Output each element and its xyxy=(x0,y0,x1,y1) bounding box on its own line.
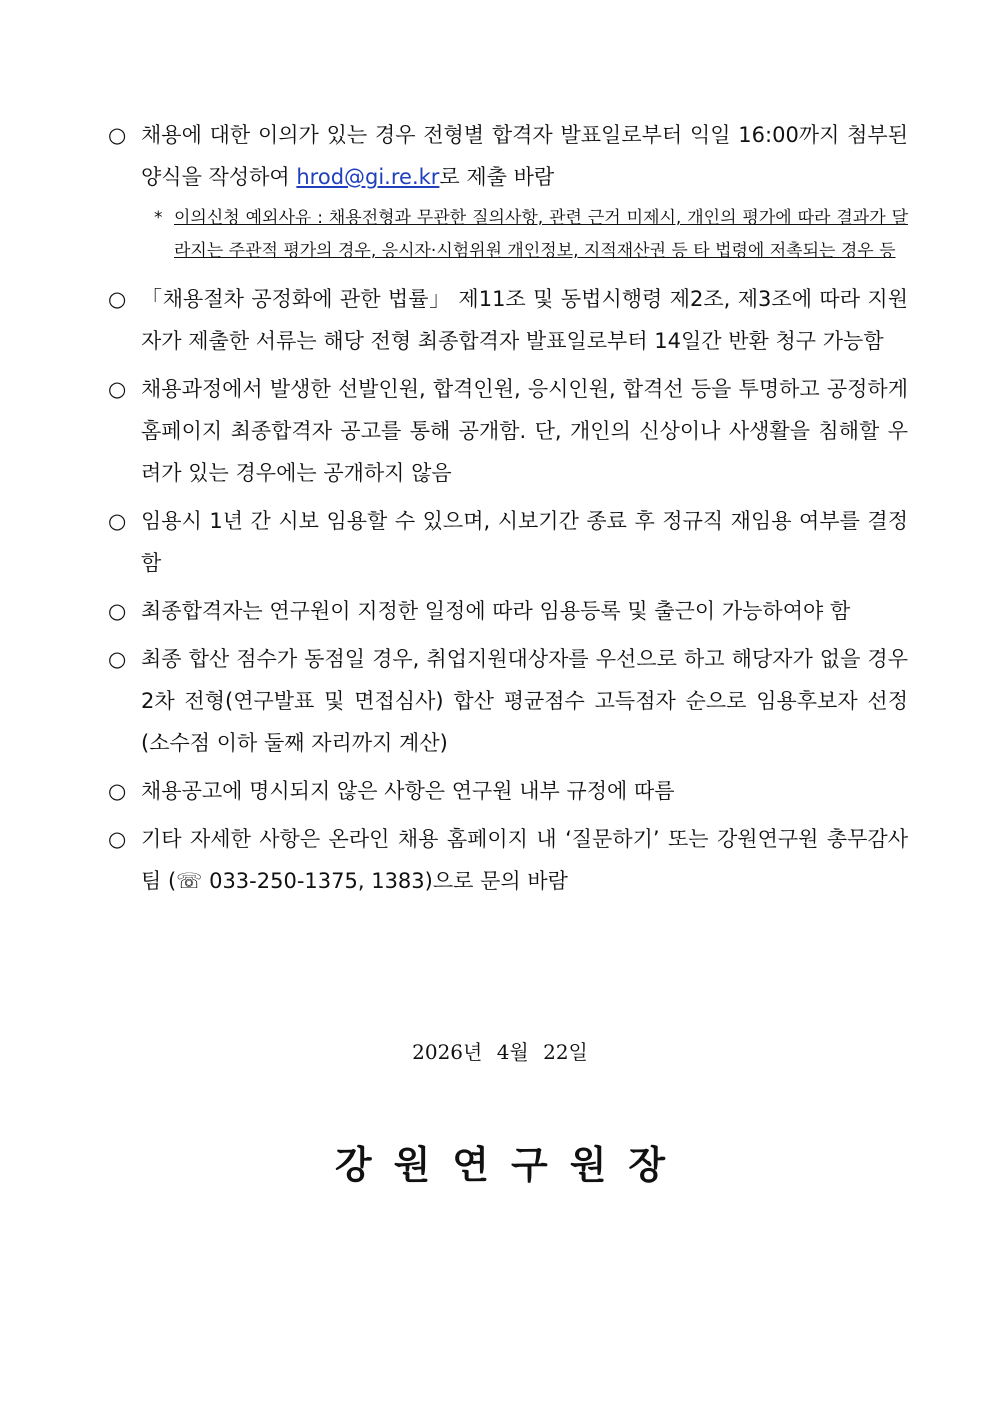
bullet-circle-icon: ○ xyxy=(108,647,127,671)
list-item-text: 기타 자세한 사항은 온라인 채용 홈페이지 내 ‘질문하기’ 또는 강원연구원 총무감사팀 (☏ 033-250-1375, 1383)으로 문의 바람 xyxy=(141,827,908,893)
list-item-text: 최종합격자는 연구원이 지정한 일정에 따라 임용등록 및 출근이 가능하여야 함 xyxy=(141,599,851,623)
list-item-text: 임용시 1년 간 시보 임용할 수 있으며, 시보기간 종료 후 정규직 재임용 여부를 결정함 xyxy=(141,509,908,575)
asterisk-icon: * xyxy=(154,208,163,228)
exception-note-text: 이의신청 예외사유 : 채용전형과 무관한 질의사항, 관련 근거 미제시, 개인의 평가에 따라 결과가 달라지는 주관적 평가의 경우, 응시자·시험위원 개인정보, 지적재산권 등 타 법령에 저촉되는 경우 등 xyxy=(174,208,908,261)
bullet-circle-icon: ○ xyxy=(108,287,127,311)
list-item-text: 채용과정에서 발생한 선발인원, 합격인원, 응시인원, 합격선 등을 투명하고 공정하게 홈페이지 최종합격자 공고를 통해 공개함. 단, 개인의 신상이나 사생활을 침해할 우려가 있는 경우에는 공개하지 않음 xyxy=(141,377,908,485)
list-item xyxy=(108,114,908,198)
notice-list xyxy=(108,114,908,908)
list-item-text: 최종 합산 점수가 동점일 경우, 취업지원대상자를 우선으로 하고 해당자가 없을 경우 2차 전형(연구발표 및 면접심사) 합산 평균점수 고득점자 순으로 임용후보자 선정(소수점 이하 둘째 자리까지 계산) xyxy=(141,647,908,755)
list-item xyxy=(108,818,908,902)
bullet-circle-icon: ○ xyxy=(108,123,127,147)
list-item xyxy=(108,638,908,764)
announcement-date: 2026년 4월 22일 xyxy=(412,1040,588,1064)
email-link[interactable]: hrod@gi.re.kr xyxy=(296,165,440,189)
list-item xyxy=(108,368,908,494)
objection-text-end: 로 제출 바람 xyxy=(439,165,555,189)
list-item xyxy=(108,500,908,584)
list-item-text: 채용공고에 명시되지 않은 사항은 연구원 내부 규정에 따름 xyxy=(141,779,675,803)
exception-note xyxy=(154,202,908,268)
signature-title: 강원연구원장 xyxy=(334,1143,688,1187)
objection-text: 채용에 대한 이의가 있는 경우 전형별 합격자 발표일로부터 익일 16:00까지 첨부된 양식을 작성하여 xyxy=(141,123,908,189)
bullet-circle-icon: ○ xyxy=(108,377,127,401)
bullet-circle-icon: ○ xyxy=(108,509,127,533)
bullet-circle-icon: ○ xyxy=(108,599,127,623)
list-item xyxy=(108,770,908,812)
list-item-text: 「채용절차 공정화에 관한 법률」 제11조 및 동법시행령 제2조, 제3조에 따라 지원자가 제출한 서류는 해당 전형 최종합격자 발표일로부터 14일간 반환 청구 가능함 xyxy=(141,287,908,353)
list-item xyxy=(108,590,908,632)
list-item xyxy=(108,278,908,362)
bullet-circle-icon: ○ xyxy=(108,779,127,803)
list-item-text xyxy=(141,114,908,198)
bullet-circle-icon: ○ xyxy=(108,827,127,851)
